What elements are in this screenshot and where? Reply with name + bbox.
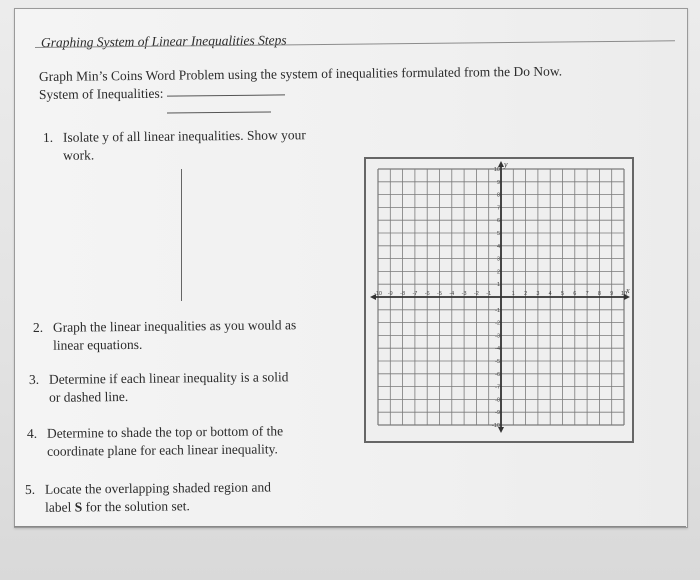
intro-text: Graph Min’s Coins Word Problem using the system of inequalities formulated from the Do Now. <box>38 63 563 84</box>
x-tick-label: 1 <box>511 291 515 297</box>
step-text: Locate the overlapping shaded region and <box>44 479 272 497</box>
y-tick-label: -4 <box>495 346 500 353</box>
y-tick-label: -9 <box>495 410 500 417</box>
x-tick-label: 9 <box>610 291 614 297</box>
x-tick-label: 7 <box>585 291 589 297</box>
step-3 <box>29 368 289 407</box>
x-tick-label: 5 <box>560 291 565 297</box>
work-area-line <box>181 169 182 301</box>
step-text-cont: linear equations. <box>53 336 143 353</box>
step-2 <box>33 316 297 355</box>
step-text: Determine if each linear inequality is a solid <box>48 369 289 387</box>
page-bottom-edge <box>14 526 686 527</box>
y-tick-label: -1 <box>495 307 500 314</box>
x-tick-label: -10 <box>374 291 382 297</box>
x-tick-label: -2 <box>473 291 479 297</box>
x-tick-label: -1 <box>486 291 492 297</box>
x-tick-label: -3 <box>461 291 467 297</box>
y-axis-label: y <box>504 160 508 169</box>
step-4 <box>27 422 284 461</box>
y-tick-label: 6 <box>496 218 500 225</box>
y-tick-label: -7 <box>495 384 500 391</box>
step-text: Determine to shade the top or bottom of the <box>46 423 284 441</box>
step-number: 5. <box>24 481 36 498</box>
x-tick-label: 4 <box>548 291 552 297</box>
y-tick-label: 3 <box>496 256 500 263</box>
solution-set-letter: S <box>74 499 83 515</box>
coordinate-grid-svg[interactable] <box>366 159 632 441</box>
step-text: Graph the linear inequalities as you would as <box>52 317 297 335</box>
y-tick-label: -2 <box>495 320 500 327</box>
y-tick-label: -6 <box>495 371 500 378</box>
step-5 <box>25 478 271 517</box>
step-text-cont: coordinate plane for each linear inequality. <box>47 441 278 459</box>
x-tick-label: 2 <box>524 291 528 297</box>
y-tick-label: 8 <box>496 192 500 199</box>
x-tick-label: -6 <box>424 291 430 297</box>
inequality-blank-2[interactable] <box>167 111 271 113</box>
step-number: 1. <box>42 129 54 146</box>
y-tick-label: -5 <box>495 359 500 365</box>
y-tick-label: 4 <box>496 243 500 250</box>
x-tick-label: -8 <box>400 291 406 297</box>
x-tick-label: -7 <box>412 291 418 297</box>
y-tick-label: 9 <box>496 179 500 186</box>
y-tick-label: 7 <box>496 205 500 212</box>
x-tick-label: 3 <box>536 291 540 297</box>
system-label: System of Inequalities: <box>38 85 164 102</box>
step-5-label-text: label S for the solution set. <box>45 498 190 515</box>
y-tick-label: 1 <box>496 282 500 289</box>
x-tick-label: -5 <box>437 291 442 297</box>
x-tick-label: -9 <box>387 291 393 297</box>
inequality-blank-1[interactable] <box>167 94 285 96</box>
y-tick-label: 5 <box>496 231 500 237</box>
step-text: Isolate y of all linear inequalities. Show your <box>62 127 306 145</box>
x-tick-label: 6 <box>573 291 577 297</box>
step-text-cont: work. <box>63 147 95 163</box>
y-tick-label: -8 <box>495 397 500 404</box>
x-tick-label: 8 <box>597 291 601 297</box>
x-axis-label: x <box>626 286 630 295</box>
step-number: 3. <box>28 371 40 388</box>
y-tick-label: -10 <box>492 423 500 429</box>
coordinate-grid[interactable] <box>364 157 634 443</box>
step-text-cont <box>25 498 190 515</box>
worksheet-heading: Graphing System of Linear Inequalities Steps <box>40 32 287 50</box>
y-tick-label: -3 <box>495 333 500 340</box>
y-tick-label: 2 <box>496 269 500 276</box>
y-tick-label: 10 <box>493 167 500 173</box>
step-number: 2. <box>32 319 44 336</box>
step-number: 4. <box>26 425 38 442</box>
step-1 <box>43 126 306 165</box>
x-tick-label: 10 <box>620 291 628 297</box>
step-text-cont: or dashed line. <box>49 388 129 405</box>
x-tick-label: -4 <box>449 291 455 297</box>
